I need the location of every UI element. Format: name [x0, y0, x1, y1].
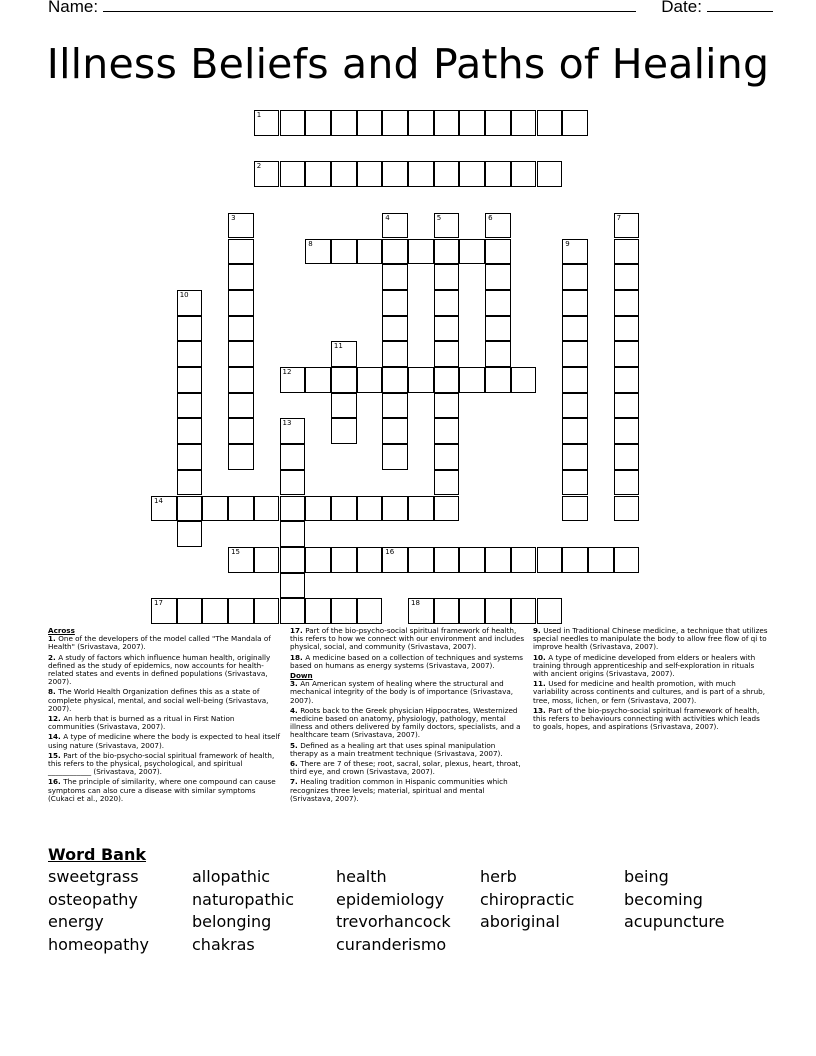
word-bank-word: energy [48, 912, 104, 932]
clue-item [48, 733, 280, 749]
word-bank-word: becoming [624, 889, 703, 909]
crossword-cell[interactable] [177, 316, 203, 342]
crossword-cell[interactable] [177, 418, 203, 444]
word-bank-word: chakras [192, 935, 255, 955]
crossword-cell[interactable] [459, 598, 485, 624]
clue-text: Part of the bio-psycho-social spiritual framework of health, this refers to how we connect with our environment and includes physical, social, and community (Srivastava, 2007). [290, 626, 525, 652]
word-bank-word: chiropractic [480, 889, 575, 909]
crossword-cell[interactable] [511, 161, 537, 187]
crossword-cell[interactable] [177, 521, 203, 547]
clue-number: 17 [154, 599, 163, 608]
crossword-cell[interactable] [408, 239, 434, 265]
crossword-cell[interactable] [382, 264, 408, 290]
clues-column-1 [48, 627, 280, 805]
crossword-cell[interactable] [614, 239, 640, 265]
crossword-cell[interactable] [485, 341, 511, 367]
name-field[interactable] [103, 0, 636, 12]
crossword-cell[interactable] [382, 239, 408, 265]
crossword-cell[interactable] [434, 547, 460, 573]
crossword-cell[interactable] [305, 496, 331, 522]
crossword-cell[interactable] [485, 264, 511, 290]
clue-number: 15 [231, 547, 241, 556]
crossword-cell[interactable] [408, 110, 434, 136]
crossword-cell[interactable] [305, 547, 331, 573]
clue-item [290, 742, 525, 758]
clue-number: 1. [48, 634, 59, 644]
clue-number: 5 [436, 213, 442, 222]
crossword-cell[interactable] [331, 393, 357, 419]
clue-number: 7 [616, 213, 622, 222]
crossword-cell[interactable] [614, 547, 640, 573]
clue-text: Healing tradition common in Hispanic communities which recognizes three levels; material, spiritual and mental (Srivastava, 2007). [290, 777, 508, 803]
word-bank-word: health [336, 867, 387, 886]
word-bank-word: naturopathic [192, 889, 294, 909]
word-bank-word: aboriginal [480, 912, 560, 932]
crossword-cell[interactable] [408, 367, 434, 393]
word-bank-word: allopathic [192, 867, 271, 886]
crossword-cell[interactable] [485, 239, 511, 265]
crossword-cell[interactable] [485, 367, 511, 393]
clue-item [48, 715, 280, 731]
crossword-cell[interactable] [459, 110, 485, 136]
crossword-cell[interactable] [485, 213, 511, 239]
crossword-cell[interactable] [305, 161, 331, 187]
crossword-cell[interactable] [614, 496, 640, 522]
clue-item [48, 778, 280, 803]
clue-number: 18 [411, 599, 420, 608]
crossword-cell[interactable] [614, 213, 640, 239]
crossword-cell[interactable] [382, 496, 408, 522]
crossword-cell[interactable] [562, 470, 588, 496]
crossword-cell[interactable] [614, 393, 640, 419]
crossword-cell[interactable] [614, 444, 640, 470]
crossword-cell[interactable] [562, 418, 588, 444]
crossword-cell[interactable] [408, 598, 434, 624]
clue-number: 2 [256, 162, 262, 171]
clue-text: The principle of similarity, where one compound can cause symptoms can also cure a disease with similar symptoms (Cukaci et al., 2020). [48, 777, 276, 803]
clue-number: 12 [282, 368, 292, 376]
crossword-cell[interactable] [202, 496, 228, 522]
clue-number: 18. [290, 652, 306, 662]
crossword-cell[interactable] [280, 496, 306, 522]
clue-item [48, 688, 280, 713]
clue-text: An American system of healing where the structural and mechanical integrity of the body is of importance (Srivastava, 2007). [290, 679, 514, 705]
crossword-cell[interactable] [280, 110, 306, 136]
crossword-cell[interactable] [537, 161, 563, 187]
crossword-cell[interactable] [382, 341, 408, 367]
crossword-cell[interactable] [228, 290, 254, 316]
clue-number: 9. [533, 626, 544, 635]
name-date-line [48, 0, 773, 17]
clue-number: 3 [231, 213, 236, 222]
crossword-cell[interactable] [511, 547, 537, 573]
word-bank-word: osteopathy [48, 889, 138, 909]
crossword-cell[interactable] [177, 598, 203, 624]
clue-number: 16. [48, 777, 64, 787]
crossword-cell[interactable] [177, 393, 203, 419]
crossword-cell[interactable] [331, 110, 357, 136]
crossword-cell[interactable] [562, 264, 588, 290]
word-bank-word: belonging [192, 912, 272, 932]
clue-text: Used in Traditional Chinese medicine, a technique that utilizes special needles to manipulate the body to allow free flow of qi to improve health (Srivastava, 2007). [533, 626, 768, 652]
clue-item [290, 707, 525, 740]
crossword-cell[interactable] [228, 367, 254, 393]
crossword-cell[interactable] [280, 470, 306, 496]
crossword-cell[interactable] [562, 290, 588, 316]
clue-item [48, 752, 280, 777]
clue-item [290, 627, 525, 652]
crossword-cell[interactable] [511, 110, 537, 136]
clue-number: 3. [290, 679, 301, 689]
crossword-cell[interactable] [228, 213, 254, 239]
crossword-cell[interactable] [357, 161, 383, 187]
crossword-cell[interactable] [280, 444, 306, 470]
crossword-cell[interactable] [382, 547, 408, 573]
crossword-cell[interactable] [357, 547, 383, 573]
clue-number: 13 [282, 419, 292, 428]
crossword-cell[interactable] [459, 239, 485, 265]
clue-number: 4 [385, 213, 390, 222]
crossword-cell[interactable] [434, 598, 460, 624]
crossword-cell[interactable] [408, 547, 434, 573]
word-bank-word: curanderismo [336, 935, 447, 955]
clue-item [533, 707, 769, 732]
crossword-cell[interactable] [434, 316, 460, 342]
crossword-cell[interactable] [382, 290, 408, 316]
crossword-cell[interactable] [537, 598, 563, 624]
crossword-cell[interactable] [434, 161, 460, 187]
crossword-cell[interactable] [254, 496, 280, 522]
crossword-cell[interactable] [254, 110, 280, 136]
crossword-cell[interactable] [280, 521, 306, 547]
crossword-cell[interactable] [305, 598, 331, 624]
date-label: Date: [661, 0, 702, 16]
crossword-cell[interactable] [614, 367, 640, 393]
crossword-cell[interactable] [177, 444, 203, 470]
clue-number: 17. [290, 626, 306, 635]
crossword-cell[interactable] [177, 367, 203, 393]
crossword-cell[interactable] [408, 161, 434, 187]
clue-number: 15. [48, 750, 64, 760]
crossword-cell[interactable] [614, 316, 640, 342]
clue-item [290, 760, 525, 776]
crossword-cell[interactable] [614, 264, 640, 290]
crossword-cell[interactable] [511, 598, 537, 624]
crossword-cell[interactable] [562, 393, 588, 419]
down-clue-list-cont [533, 627, 769, 731]
crossword-cell[interactable] [434, 239, 460, 265]
clue-number: 11. [533, 679, 549, 689]
crossword-cell[interactable] [562, 239, 588, 265]
word-bank-word: being [624, 867, 669, 886]
clue-number: 10. [533, 652, 549, 662]
clue-number: 1 [256, 111, 262, 119]
word-bank-word: epidemiology [336, 889, 445, 909]
word-bank-word: acupuncture [624, 912, 725, 932]
word-bank-word: sweetgrass [48, 867, 139, 886]
crossword-cell[interactable] [562, 341, 588, 367]
word-bank-word: homeopathy [48, 935, 149, 955]
crossword-cell[interactable] [331, 239, 357, 265]
word-bank-word: herb [480, 867, 517, 886]
date-field[interactable] [707, 0, 773, 12]
crossword-cell[interactable] [202, 598, 228, 624]
clue-text: Used for medicine and health promotion, with much variability across continents and cultures, and is part of a shrub, tree, moss, lichen, or fern (Srivastava, 2007). [533, 679, 765, 705]
clue-number: 6. [290, 759, 301, 769]
crossword-cell[interactable] [331, 496, 357, 522]
crossword-cell[interactable] [357, 367, 383, 393]
clue-text: The World Health Organization defines this as a state of complete physical, mental, and social well-being (Srivastava, 2007). [48, 687, 269, 713]
across-clue-list-cont [290, 627, 525, 670]
clue-item [290, 654, 525, 670]
clue-number: 7. [290, 777, 301, 787]
crossword-cell[interactable] [280, 161, 306, 187]
clue-number: 9 [565, 239, 570, 248]
crossword-cell[interactable] [331, 418, 357, 444]
crossword-cell[interactable] [177, 470, 203, 496]
clue-number: 14. [48, 732, 64, 742]
clue-number: 13. [533, 705, 549, 715]
clue-item [48, 654, 280, 687]
crossword-cell[interactable] [228, 598, 254, 624]
clue-text: Defined as a healing art that uses spinal manipulation therapy as a main treatment technique (Srivastava, 2007). [290, 740, 503, 758]
across-header: Across [48, 626, 75, 635]
crossword-cell[interactable] [228, 239, 254, 265]
crossword-cell[interactable] [280, 598, 306, 624]
crossword-cell[interactable] [434, 418, 460, 444]
clue-number: 12. [48, 714, 64, 724]
crossword-cell[interactable] [562, 367, 588, 393]
crossword-cell[interactable] [382, 393, 408, 419]
crossword-cell[interactable] [331, 161, 357, 187]
crossword-cell[interactable] [177, 341, 203, 367]
clue-number: 4. [290, 705, 301, 715]
down-header: Down [290, 671, 313, 681]
crossword-cell[interactable] [331, 367, 357, 393]
crossword-cell[interactable] [280, 367, 306, 393]
clue-number: 6 [488, 213, 493, 222]
crossword-cell[interactable] [485, 316, 511, 342]
crossword-cell[interactable] [382, 444, 408, 470]
clue-number: 10 [179, 290, 189, 299]
crossword-cell[interactable] [459, 367, 485, 393]
page-title: Illness Beliefs and Paths of Healing [46, 40, 770, 88]
crossword-cell[interactable] [305, 110, 331, 136]
crossword-cell[interactable] [434, 470, 460, 496]
clue-text: Part of the bio-psycho-social spiritual framework of health, this refers to behaviours connecting with activities which leads to goals, hopes, and aspirations (Srivastava, 2007). [533, 705, 760, 732]
crossword-cell[interactable] [357, 598, 383, 624]
crossword-cell[interactable] [588, 547, 614, 573]
crossword-cell[interactable] [228, 316, 254, 342]
crossword-cell[interactable] [459, 161, 485, 187]
crossword-cell[interactable] [357, 496, 383, 522]
word-bank-word: trevorhancock [336, 912, 451, 932]
crossword-cell[interactable] [537, 110, 563, 136]
crossword-cell[interactable] [434, 290, 460, 316]
clue-number: 16 [385, 547, 395, 556]
crossword-cell[interactable] [434, 341, 460, 367]
clues-column-2 [290, 627, 525, 805]
clue-text: An herb that is burned as a ritual in First Nation communities (Srivastava, 2007). [48, 714, 235, 732]
crossword-cell[interactable] [511, 367, 537, 393]
crossword-cell[interactable] [485, 110, 511, 136]
crossword-cell[interactable] [357, 239, 383, 265]
crossword-cell[interactable] [254, 161, 280, 187]
crossword-cell[interactable] [485, 161, 511, 187]
clue-text: A study of factors which influence human health, originally defined as the study of epidemics, now accounts for health-related states and events in defined populations (Srivastava, 2007). [48, 652, 271, 687]
crossword-cell[interactable] [280, 573, 306, 599]
crossword-cell[interactable] [434, 367, 460, 393]
crossword-cell[interactable] [382, 367, 408, 393]
crossword-cell[interactable] [434, 110, 460, 136]
crossword-cell[interactable] [408, 496, 434, 522]
crossword-cell[interactable] [434, 444, 460, 470]
down-clue-list [290, 680, 525, 803]
crossword-cell[interactable] [228, 547, 254, 573]
crossword-cell[interactable] [537, 547, 563, 573]
crossword-cell[interactable] [305, 239, 331, 265]
crossword-cell[interactable] [280, 547, 306, 573]
name-label: Name: [48, 0, 99, 16]
clue-text: One of the developers of the model called "The Mandala of Health" (Srivastava, 2007). [48, 634, 271, 652]
crossword-cell[interactable] [254, 598, 280, 624]
crossword-cell[interactable] [228, 496, 254, 522]
crossword-cell[interactable] [614, 290, 640, 316]
clue-text: There are 7 of these; root, sacral, solar, plexus, heart, throat, third eye, and crown (Srivastava, 2007). [290, 759, 521, 777]
crossword-cell[interactable] [228, 418, 254, 444]
crossword-cell[interactable] [331, 547, 357, 573]
crossword-cell[interactable] [228, 341, 254, 367]
crossword-cell[interactable] [434, 264, 460, 290]
across-clue-list [48, 635, 280, 803]
crossword-cell[interactable] [485, 290, 511, 316]
crossword-cell[interactable] [151, 496, 177, 522]
clue-number: 8. [48, 687, 59, 697]
crossword-cell[interactable] [177, 290, 203, 316]
crossword-cell[interactable] [228, 444, 254, 470]
crossword-cell[interactable] [562, 316, 588, 342]
crossword-cell[interactable] [280, 418, 306, 444]
clue-number: 11 [333, 342, 343, 351]
crossword-cell[interactable] [305, 367, 331, 393]
word-bank-title: Word Bank [48, 845, 147, 864]
crossword-cell[interactable] [331, 598, 357, 624]
clue-item [48, 635, 280, 651]
clue-item [533, 680, 769, 705]
clue-item [533, 654, 769, 679]
crossword-cell[interactable] [382, 418, 408, 444]
clue-text: Roots back to the Greek physician Hippocrates, Westernized medicine based on anatomy, physiology, pathology, mental illness and others delivered by family doctors, specialists, and a healthcare team (Srivastava, 2007). [290, 705, 521, 740]
crossword-cell[interactable] [151, 598, 177, 624]
crossword-cell[interactable] [459, 547, 485, 573]
clue-text: Part of the bio-psycho-social spiritual framework of health, this refers to the physical, psychological, and spiritual ____________ (Srivastava, 2007). [48, 750, 275, 777]
clue-text: A type of medicine developed from elders or healers with training through apprenticeship and self-exploration in rituals with ancient origins (Srivastava, 2007). [533, 652, 756, 679]
clue-text: A medicine based on a collection of techniques and systems based on humans as energy systems (Srivastava, 2007). [290, 652, 523, 670]
crossword-cell[interactable] [434, 393, 460, 419]
crossword-cell[interactable] [382, 110, 408, 136]
clue-item [533, 627, 769, 652]
crossword-cell[interactable] [562, 547, 588, 573]
crossword-cell[interactable] [562, 496, 588, 522]
crossword-cell[interactable] [614, 470, 640, 496]
clue-number: 5. [290, 740, 301, 750]
crossword-cell[interactable] [562, 444, 588, 470]
crossword-cell[interactable] [382, 161, 408, 187]
clue-number: 8 [308, 239, 313, 248]
clue-text: A type of medicine where the body is expected to heal itself using nature (Srivastava, 2007). [48, 732, 280, 750]
crossword-cell[interactable] [357, 110, 383, 136]
clue-item [290, 778, 525, 803]
crossword-cell[interactable] [485, 547, 511, 573]
crossword-cell[interactable] [382, 316, 408, 342]
crossword-cell[interactable] [485, 598, 511, 624]
clue-number: 14 [154, 496, 163, 505]
clue-item [290, 680, 525, 705]
crossword-cell[interactable] [228, 264, 254, 290]
clues-column-3 [533, 627, 769, 733]
crossword-cell[interactable] [228, 393, 254, 419]
crossword-cell[interactable] [177, 496, 203, 522]
crossword-cell[interactable] [614, 418, 640, 444]
crossword-cell[interactable] [434, 496, 460, 522]
crossword-cell[interactable] [434, 213, 460, 239]
crossword-cell[interactable] [562, 110, 588, 136]
crossword-cell[interactable] [614, 341, 640, 367]
crossword-cell[interactable] [254, 547, 280, 573]
clue-number: 2. [48, 652, 59, 662]
crossword-cell[interactable] [382, 213, 408, 239]
crossword-cell[interactable] [331, 341, 357, 367]
